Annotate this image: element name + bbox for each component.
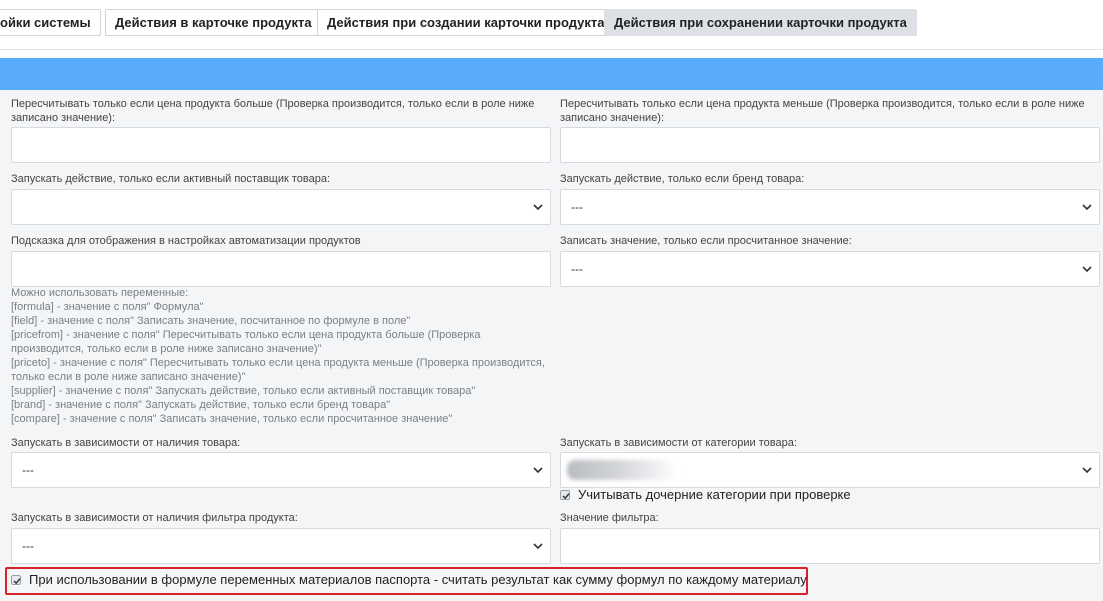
price-from-label: Пересчитывать только если цена продукта больше (Проверка производится, только если в роле ниже записано значение): bbox=[11, 98, 535, 124]
tab-create-card-actions[interactable]: Действия при создании карточки продукта bbox=[317, 9, 615, 36]
help-line: [supplier] - значение с поля" Запускать действие, только если активный поставщик товара" bbox=[11, 385, 476, 397]
price-to-input[interactable] bbox=[560, 127, 1100, 163]
redacted-category-value bbox=[567, 460, 677, 480]
help-line: [formula] - значение с поля" Формула" bbox=[11, 301, 204, 313]
child-categories-label: Учитывать дочерние категории при проверке bbox=[578, 487, 851, 502]
stock-label: Запускать в зависимости от наличия товара: bbox=[11, 437, 241, 449]
filter-label: Запускать в зависимости от наличия фильтра продукта: bbox=[11, 512, 298, 524]
stock-select[interactable] bbox=[11, 452, 551, 488]
chevron-down-icon bbox=[532, 464, 544, 476]
filter-value-input[interactable] bbox=[560, 528, 1100, 564]
price-from-input[interactable] bbox=[11, 127, 551, 163]
help-line: [priceto] - значение с поля" Пересчитывать только если цена продукта меньше (Проверка производится, только если в роле ниже записано значение)" bbox=[11, 357, 545, 383]
filter-value-label: Значение фильтра: bbox=[560, 512, 659, 524]
compare-label: Записать значение, только если просчитанное значение: bbox=[560, 235, 852, 247]
price-to-label: Пересчитывать только если цена продукта меньше (Проверка производится, только если в роле ниже записано значение): bbox=[560, 98, 1085, 124]
chevron-down-icon bbox=[1081, 201, 1093, 213]
hint-label: Подсказка для отображения в настройках автоматизации продуктов bbox=[11, 235, 361, 247]
variables-help-text bbox=[11, 286, 551, 426]
tab-bar bbox=[0, 0, 1103, 50]
checkmark-icon bbox=[561, 491, 571, 501]
brand-value: --- bbox=[571, 200, 583, 214]
supplier-select[interactable] bbox=[11, 189, 551, 225]
brand-label: Запускать действие, только если бренд товара: bbox=[560, 173, 805, 185]
help-line: [compare] - значение с поля" Записать значение, только если просчитанное значение" bbox=[11, 413, 453, 425]
filter-select[interactable] bbox=[11, 528, 551, 564]
stock-value: --- bbox=[22, 463, 34, 477]
category-select[interactable] bbox=[560, 452, 1100, 488]
section-header-bar bbox=[0, 58, 1103, 90]
compare-value: --- bbox=[571, 262, 583, 276]
chevron-down-icon bbox=[532, 540, 544, 552]
supplier-label: Запускать действие, только если активный поставщик товара: bbox=[11, 173, 331, 185]
checkmark-icon bbox=[12, 576, 22, 586]
passport-materials-label: При использовании в формуле переменных материалов паспорта - считать результат как сумму формул по каждому материалу bbox=[29, 572, 807, 587]
category-label: Запускать в зависимости от категории товара: bbox=[560, 437, 797, 449]
chevron-down-icon bbox=[532, 201, 544, 213]
help-line: Можно использовать переменные: bbox=[11, 287, 189, 299]
passport-materials-checkbox[interactable] bbox=[11, 575, 21, 585]
help-line: [pricefrom] - значение с поля" Пересчитывать только если цена продукта больше (Проверка производится, только если в роле ниже записано значение)" bbox=[11, 329, 481, 355]
tab-product-card-actions[interactable]: Действия в карточке продукта bbox=[105, 9, 322, 36]
tab-save-card-actions[interactable]: Действия при сохранении карточки продукта bbox=[604, 9, 917, 36]
brand-select[interactable] bbox=[560, 189, 1100, 225]
tab-system-settings[interactable]: ойки системы bbox=[0, 9, 101, 36]
filter-value: --- bbox=[22, 539, 34, 553]
chevron-down-icon bbox=[1081, 263, 1093, 275]
chevron-down-icon bbox=[1081, 464, 1093, 476]
hint-input[interactable] bbox=[11, 251, 551, 287]
help-line: [brand] - значение с поля" Запускать действие, только если бренд товара" bbox=[11, 399, 391, 411]
settings-form bbox=[0, 90, 1103, 601]
compare-select[interactable] bbox=[560, 251, 1100, 287]
child-categories-checkbox[interactable] bbox=[560, 490, 570, 500]
help-line: [field] - значение с поля" Записать значение, посчитанное по формуле в поле" bbox=[11, 315, 411, 327]
